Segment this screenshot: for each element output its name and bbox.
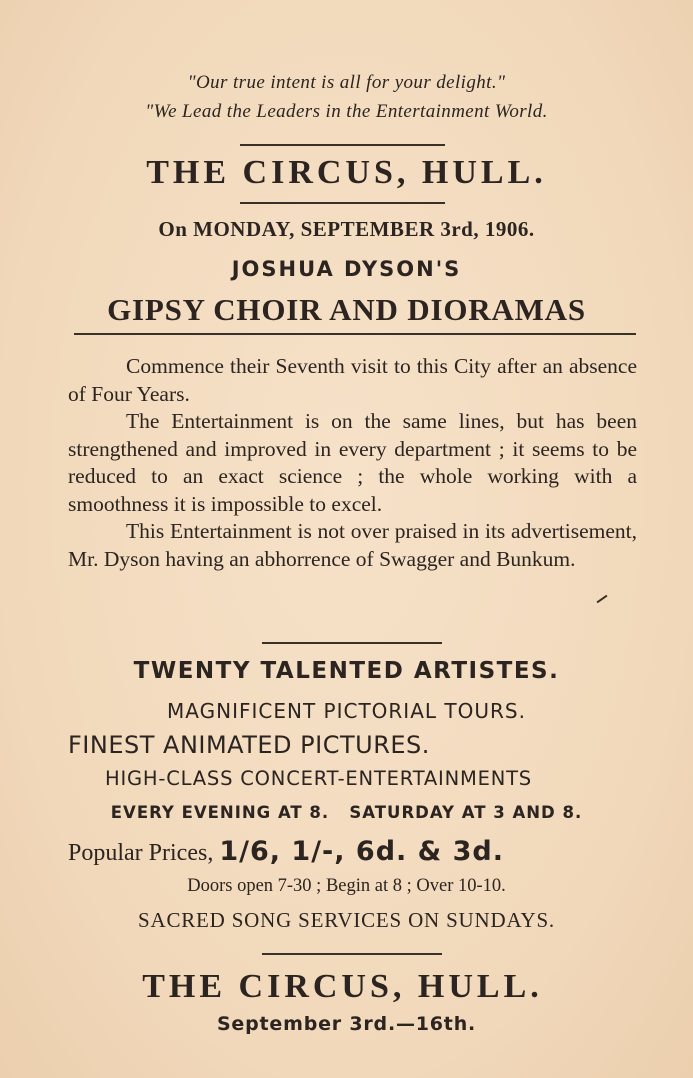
- divider-bottom: [262, 953, 442, 955]
- divider-under-venue: [240, 202, 445, 204]
- event-date: On MONDAY, SEPTEMBER 3rd, 1906.: [158, 217, 535, 241]
- doors-line: Doors open 7-30 ; Begin at 8 ; Over 10-10.: [187, 876, 506, 896]
- tours-line: MAGNIFICENT PICTORIAL TOURS.: [167, 699, 526, 723]
- prices-line: [68, 836, 504, 867]
- quote-line-1: "Our true intent is all for your delight.": [187, 72, 506, 93]
- prices-amounts: 1/6, 1/-, 6d. & 3d.: [219, 836, 505, 867]
- concert-line: HIGH-CLASS CONCERT-ENTERTAINMENTS: [105, 767, 532, 790]
- prices-label: Popular Prices,: [68, 840, 214, 866]
- divider-top: [240, 144, 445, 146]
- paragraph-2: The Entertainment is on the same lines, but has been strengthened and improved in every department ; it seems to be reduced to an exact science ; the whole working with a smoothness it is impossible to excel.: [68, 409, 637, 516]
- footer-venue: THE CIRCUS, HULL.: [142, 968, 543, 1005]
- pictures-line: FINEST ANIMATED PICTURES.: [68, 731, 430, 759]
- footer-dates: September 3rd.—16th.: [216, 1013, 477, 1035]
- paragraph-1: Commence their Seventh visit to this City after an absence of Four Years.: [68, 354, 637, 406]
- divider-under-title: [74, 333, 636, 335]
- artistes-line: TWENTY TALENTED ARTISTES.: [133, 658, 560, 684]
- venue-heading: THE CIRCUS, HULL.: [146, 154, 547, 191]
- show-title: GIPSY CHOIR AND DIORAMAS: [107, 292, 586, 327]
- times-line: EVERY EVENING AT 8. SATURDAY AT 3 AND 8.: [110, 803, 583, 822]
- sundays-line: SACRED SONG SERVICES ON SUNDAYS.: [138, 908, 555, 932]
- paragraph-3: This Entertainment is not over praised in its advertisement, Mr. Dyson having an abhorrence of Swagger and Bunkum.: [68, 519, 637, 571]
- presenter-name: JOSHUA DYSON'S: [231, 257, 462, 281]
- ink-mark: [597, 595, 608, 604]
- description-text: [68, 353, 637, 573]
- quote-line-2: "We Lead the Leaders in the Entertainment World.: [145, 101, 548, 122]
- divider-middle: [262, 642, 442, 644]
